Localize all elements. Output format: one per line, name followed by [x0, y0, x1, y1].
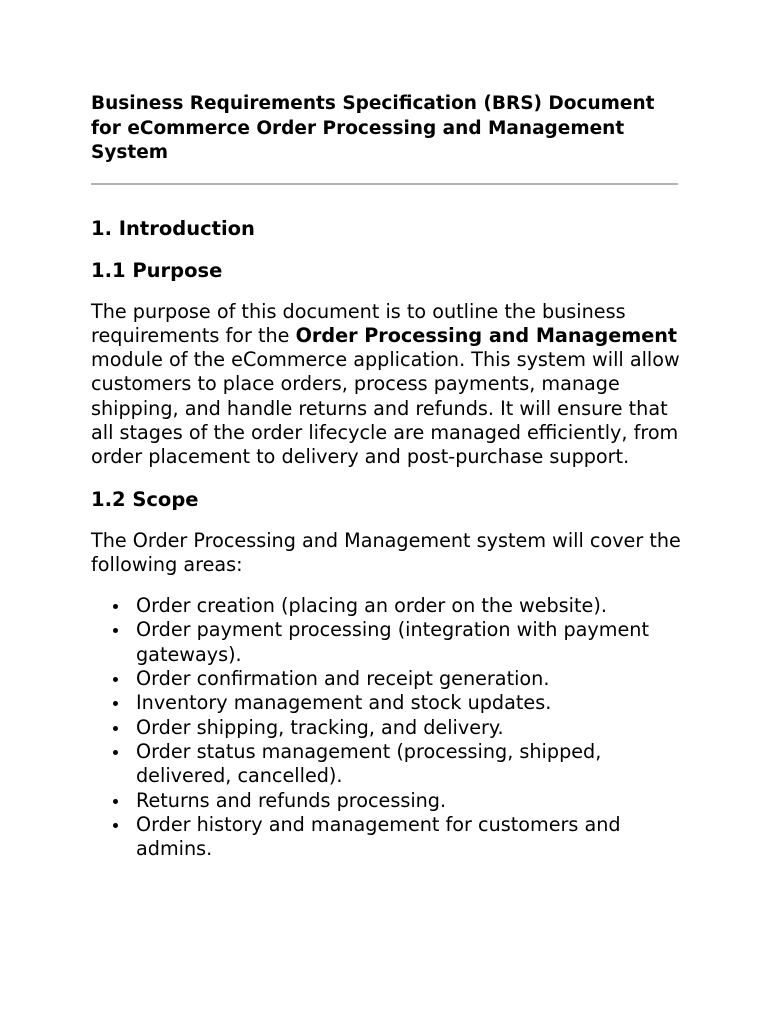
- purpose-text-part1: The purpose of this document is to outline the business requirements for the: [91, 299, 626, 347]
- scope-list: [91, 594, 691, 861]
- bullet-icon: [113, 799, 118, 804]
- list-item: [91, 618, 691, 667]
- bullet-icon: [113, 701, 118, 706]
- purpose-text-bold: Order Processing and Management: [295, 323, 678, 347]
- list-item-text: Returns and refunds processing.: [136, 788, 447, 812]
- list-item: [91, 667, 691, 691]
- bullet-icon: [113, 604, 118, 609]
- document-content: [91, 92, 691, 861]
- scope-intro-paragraph: The Order Processing and Management system will cover the following areas:: [91, 528, 681, 576]
- list-item: [91, 716, 691, 740]
- list-item-text: Order payment processing (integration with payment gateways).: [136, 618, 649, 666]
- bullet-icon: [113, 677, 118, 682]
- list-item-text: Order history and management for customers and admins.: [136, 812, 621, 861]
- list-item: [91, 740, 691, 789]
- list-item-text: Order confirmation and receipt generation.: [136, 667, 550, 691]
- purpose-paragraph: [91, 300, 683, 470]
- document-title: Business Requirements Specification (BRS) Document for eCommerce Order Processing and Management System: [91, 93, 655, 163]
- list-item-text: Order creation (placing an order on the website).: [136, 594, 607, 618]
- subsection-heading-purpose: 1.1 Purpose: [91, 258, 223, 282]
- list-item-text: Inventory management and stock updates.: [136, 691, 552, 715]
- list-item: [91, 789, 691, 813]
- bullet-icon: [113, 823, 118, 828]
- title-divider: [91, 183, 678, 185]
- subsection-heading-scope: 1.2 Scope: [91, 487, 199, 511]
- list-item-text: Order shipping, tracking, and delivery.: [136, 715, 504, 739]
- list-item-text: Order status management (processing, shipped, delivered, cancelled).: [136, 739, 602, 788]
- bullet-icon: [113, 750, 118, 755]
- list-item: [91, 691, 691, 715]
- list-item: [91, 594, 691, 618]
- purpose-text-part2: module of the eCommerce application. This system will allow customers to place orders, process payments, manage shipping, and handle returns and refunds. It will ensure that all stages of the order lifecycle are managed efficiently, from order placement to delivery and post-purchase support.: [91, 348, 680, 469]
- section-heading-introduction: 1. Introduction: [91, 216, 255, 240]
- list-item: [91, 813, 691, 862]
- bullet-icon: [113, 726, 118, 731]
- bullet-icon: [113, 628, 118, 633]
